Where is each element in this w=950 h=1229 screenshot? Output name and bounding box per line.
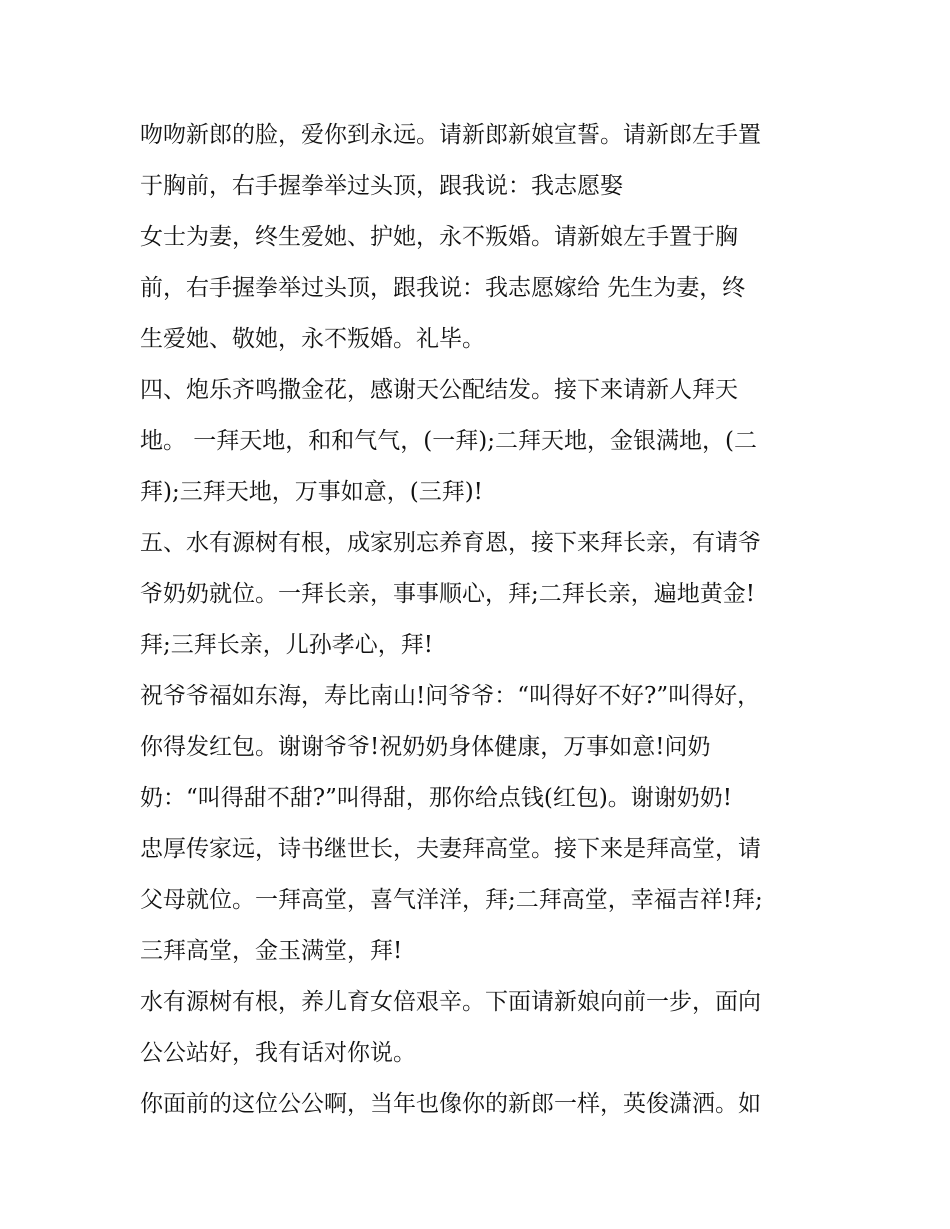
text-line: 公公站好，我有话对你说。 (140, 1040, 416, 1066)
text-line: 三拜高堂，金玉满堂，拜! (140, 938, 403, 964)
text-line: 四、炮乐齐鸣撒金花，感谢天公配结发。接下来请新人拜天 (140, 377, 738, 403)
document-body (140, 110, 820, 1130)
text-line: 父母就位。一拜高堂，喜气洋洋，拜;二拜高堂，幸福吉祥!拜; (140, 887, 763, 913)
text-line: 吻吻新郎的脸，爱你到永远。请新郎新娘宣誓。请新郎左手置 (140, 122, 761, 148)
text-line: 生爱她、敬她，永不叛婚。礼毕。 (140, 326, 485, 352)
text-line: 你得发红包。谢谢爷爷!祝奶奶身体健康，万事如意!问奶 (140, 734, 711, 760)
text-line: 于胸前，右手握拳举过头顶，跟我说：我志愿娶 (140, 173, 623, 199)
text-line: 奶：“叫得甜不甜?”叫得甜，那你给点钱(红包)。谢谢奶奶! (140, 785, 733, 811)
text-line: 忠厚传家远，诗书继世长，夫妻拜高堂。接下来是拜高堂，请 (140, 836, 761, 862)
text-line: 你面前的这位公公啊，当年也像你的新郎一样，英俊潇洒。如 (140, 1091, 761, 1117)
text-line: 前，右手握拳举过头顶，跟我说：我志愿嫁给 先生为妻，终 (140, 275, 746, 301)
text-line: 祝爷爷福如东海，寿比南山!问爷爷：“叫得好不好?”叫得好， (140, 683, 761, 709)
text-line: 地。 一拜天地，和和气气，(一拜);二拜天地，金银满地，(二 (140, 428, 757, 454)
text-line: 五、水有源树有根，成家别忘养育恩，接下来拜长亲，有请爷 (140, 530, 761, 556)
text-line: 拜;三拜长亲，儿孙孝心，拜! (140, 632, 433, 658)
text-line: 女士为妻，终生爱她、护她，永不叛婚。请新娘左手置于胸 (140, 224, 738, 250)
text-line: 拜);三拜天地，万事如意，(三拜)! (140, 479, 483, 505)
text-line: 爷奶奶就位。一拜长亲，事事顺心，拜;二拜长亲，遍地黄金! (140, 581, 755, 607)
text-line: 水有源树有根，养儿育女倍艰辛。下面请新娘向前一步，面向 (140, 989, 761, 1015)
